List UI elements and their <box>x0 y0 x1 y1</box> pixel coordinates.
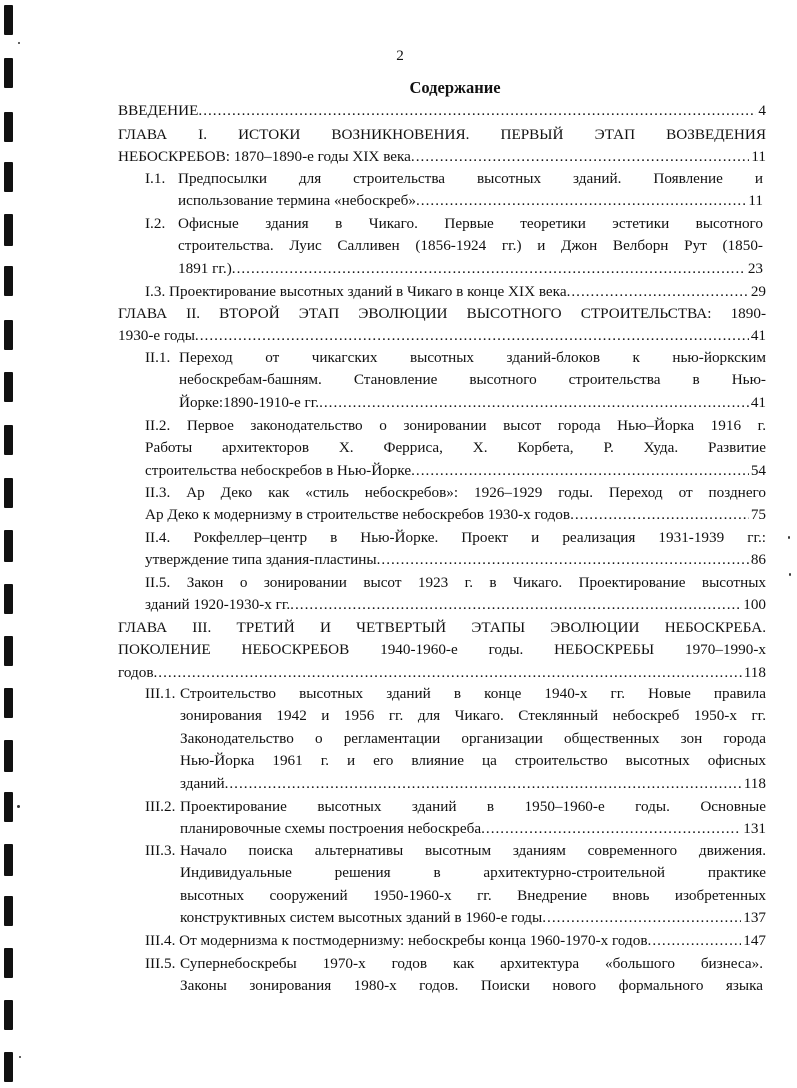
toc-entry[interactable] <box>145 930 766 952</box>
dot-leader <box>377 549 749 571</box>
toc-entry-line: небоскребам-башням. Становление высотного строительства в Нью- <box>179 371 766 389</box>
dot-leader <box>232 258 746 280</box>
toc-entry-last-line <box>145 549 766 571</box>
dot-leader <box>411 460 749 482</box>
toc-page-number: 4 <box>758 102 766 119</box>
binding-mark <box>4 1000 13 1030</box>
toc-entry-last-line <box>145 930 766 952</box>
toc-entry-number: II.1. <box>145 349 171 366</box>
toc-entry-line: 1891 гг.) <box>178 259 232 277</box>
scan-speck <box>789 573 791 576</box>
toc-entry-number: I.2. <box>145 215 166 232</box>
binding-mark <box>4 320 13 350</box>
toc-entry-line: ГЛАВА I. ИСТОКИ ВОЗНИКНОВЕНИЯ. ПЕРВЫЙ ЭТАП ВОЗВЕДЕНИЯ <box>118 126 766 143</box>
toc-entry-last-line <box>178 190 763 212</box>
dot-leader <box>648 930 742 952</box>
binding-mark <box>4 162 13 192</box>
toc-entry-number: III.1. <box>145 685 176 702</box>
binding-mark <box>4 214 13 246</box>
toc-page-number: 29 <box>750 283 766 300</box>
binding-mark <box>4 372 13 402</box>
toc-entry-last-line <box>145 460 766 482</box>
toc-entry-line: конструктивных систем высотных зданий в 1960-е годы <box>180 909 543 927</box>
dot-leader <box>411 146 749 168</box>
binding-mark <box>4 112 13 142</box>
binding-mark <box>4 792 13 822</box>
toc-entry-line: II.2. Первое законодательство о зонировании высот города Нью–Йорка 1916 г. <box>145 417 766 434</box>
binding-mark <box>4 58 13 88</box>
toc-entry-line: планировочные схемы построения небоскреба <box>180 820 482 838</box>
binding-mark <box>4 844 13 876</box>
toc-entry[interactable] <box>145 796 766 841</box>
dot-leader <box>198 100 756 122</box>
toc-entry-last-line <box>145 281 766 303</box>
binding-mark <box>4 530 13 562</box>
toc-entry[interactable] <box>145 953 763 998</box>
toc-entry[interactable] <box>145 168 763 213</box>
dot-leader <box>481 818 741 840</box>
toc-entry[interactable] <box>145 527 766 572</box>
binding-mark <box>4 584 13 614</box>
scan-speck <box>19 1056 21 1058</box>
toc-entry-last-line <box>145 504 766 526</box>
toc-page-number: 118 <box>743 774 766 792</box>
toc-page-number: 100 <box>743 596 766 614</box>
binding-mark <box>4 896 13 926</box>
toc-entry-line: Индивидуальные решения в архитектурно-строительной практике <box>180 864 766 882</box>
dot-leader <box>319 392 749 414</box>
toc-entry-line: II.3. Ар Деко как «стиль небоскребов»: 1926–1929 годы. Переход от позднего <box>145 484 766 501</box>
binding-mark <box>4 5 13 35</box>
toc-entry-line: II.4. Рокфеллер–центр в Нью-Йорке. Проект и реализация 1931-1939 гг.: <box>145 529 766 546</box>
toc-entry[interactable] <box>145 482 766 527</box>
toc-entry-line: Нью-Йорка 1961 г. и его влияние ца строительство высотных офисных <box>180 752 766 770</box>
toc-entry[interactable] <box>145 347 766 414</box>
scan-speck <box>17 805 20 808</box>
toc-entry-line: Работы архитекторов Х. Ферриса, Х. Корбета, Р. Худа. Развитие <box>145 439 766 457</box>
binding-mark <box>4 478 13 508</box>
toc-page-number: 137 <box>743 909 766 927</box>
toc-entry-line: ПОКОЛЕНИЕ НЕБОСКРЕБОВ 1940-1960-е годы. НЕБОСКРЕБЫ 1970–1990-х <box>118 641 766 659</box>
toc-entry-line: III.4. От модернизма к постмодернизму: небоскребы конца 1960-1970-х годов <box>145 932 648 949</box>
dot-leader <box>570 504 749 526</box>
toc-entry-number: III.2. <box>145 798 176 815</box>
toc-entry-line: зданий 1920-1930-х гг. <box>145 596 291 614</box>
toc-title: Содержание <box>409 78 501 97</box>
toc-page-number: 41 <box>750 393 766 411</box>
toc-page-number: 11 <box>751 148 766 166</box>
toc-page-number: 131 <box>743 820 766 838</box>
toc-entry-line: Строительство высотных зданий в конце 1940-х гг. Новые правила <box>180 685 766 702</box>
dot-leader <box>225 773 742 795</box>
toc-page-number: 75 <box>750 506 766 524</box>
toc-entry[interactable] <box>145 281 766 303</box>
toc-page-number: 147 <box>743 932 766 949</box>
toc-entry-line: строительства. Луис Салливен (1856-1924 гг.) и Джон Велборн Рут (1850- <box>178 237 763 255</box>
toc-page-number: 54 <box>750 461 766 479</box>
toc-entry-line: Офисные здания в Чикаго. Первые теоретики эстетики высотного <box>178 215 763 232</box>
toc-entry-last-line <box>145 594 766 616</box>
toc-entry[interactable] <box>118 124 766 169</box>
toc-entry-line: ВВЕДЕНИЕ <box>118 102 199 119</box>
toc-page-number: 86 <box>750 551 766 569</box>
toc-entry-last-line <box>180 975 763 997</box>
scan-speck <box>788 536 790 539</box>
toc-entry-line: I.3. Проектирование высотных зданий в Чикаго в конце XIX века <box>145 283 567 300</box>
toc-entry[interactable] <box>118 100 766 122</box>
toc-entry-line: Переход от чикагских высотных зданий-блоков к нью-йоркским <box>179 349 766 366</box>
toc-entry-number: III.5. <box>145 955 176 972</box>
dot-leader <box>542 907 741 929</box>
dot-leader <box>154 662 742 684</box>
toc-entry[interactable] <box>118 617 766 684</box>
toc-entry-line: Начало поиска альтернативы высотным зданиям современного движения. <box>180 842 766 859</box>
dot-leader <box>567 281 749 303</box>
toc-entry-line: годов <box>118 663 154 681</box>
toc-entry-number: I.1. <box>145 170 166 187</box>
toc-entry-last-line <box>178 258 763 280</box>
toc-entry-line: зонирования 1942 и 1956 гг. для Чикаго. Стеклянный небоскреб 1950-х гг. <box>180 707 766 725</box>
toc-entry-line: 1930-е годы <box>118 327 195 345</box>
toc-entry-line: использование термина «небоскреб» <box>178 192 416 210</box>
binding-mark <box>4 425 13 455</box>
binding-mark <box>4 1052 13 1082</box>
toc-entry[interactable] <box>145 840 766 930</box>
toc-entry-line: утверждение типа здания-пластины <box>145 551 377 569</box>
page-number: 2 <box>396 47 404 64</box>
toc-entry-line: НЕБОСКРЕБОВ: 1870–1890-е годы XIX века <box>118 148 411 166</box>
toc-entry-last-line <box>118 325 766 347</box>
toc-entry-line: Предпосылки для строительства высотных зданий. Появление и <box>178 170 763 187</box>
toc-entry[interactable] <box>145 415 766 482</box>
toc-entry-last-line <box>118 100 766 122</box>
toc-entry-line: II.5. Закон о зонировании высот 1923 г. в Чикаго. Проектирование высотных <box>145 574 766 591</box>
toc-entry-last-line <box>118 146 766 168</box>
toc-entry-line: Законы зонирования 1980-х годов. Поиски нового формального языка <box>180 977 763 995</box>
binding-mark <box>4 740 13 772</box>
toc-entry-last-line <box>180 907 766 929</box>
toc-entry[interactable] <box>118 303 766 348</box>
toc-entry-line: Законодательство о регламентации организации общественных зон города <box>180 729 766 747</box>
toc-entry[interactable] <box>145 683 766 795</box>
toc-entry-last-line <box>118 662 766 684</box>
binding-edge <box>0 0 26 1088</box>
toc-entry-line: высотных сооружений 1950-1960-х гг. Внедрение вновь изобретенных <box>180 886 766 904</box>
toc-entry-line: ГЛАВА II. ВТОРОЙ ЭТАП ЭВОЛЮЦИИ ВЫСОТНОГО СТРОИТЕЛЬСТВА: 1890- <box>118 305 766 322</box>
toc-entry-line: Йорке:1890-1910-е гг. <box>179 393 320 411</box>
toc-entry-line: строительства небоскребов в Нью-Йорке <box>145 461 412 479</box>
toc-entry-line: зданий <box>180 774 225 792</box>
toc-page-number: 11 <box>748 192 763 210</box>
toc-entry-last-line <box>180 818 766 840</box>
toc-entry-line: Супернебоскребы 1970-х годов как архитектура «большого бизнеса». <box>180 955 763 972</box>
toc-entry-number: III.3. <box>145 842 176 859</box>
toc-entry[interactable] <box>145 213 763 280</box>
scan-speck <box>18 42 20 44</box>
toc-entry-line: Ар Деко к модернизму в строительстве небоскребов 1930-х годов <box>145 506 571 524</box>
binding-mark <box>4 948 13 978</box>
toc-page-number: 118 <box>743 663 766 681</box>
toc-entry-last-line <box>180 773 766 795</box>
toc-entry-last-line <box>179 392 766 414</box>
dot-leader <box>416 190 746 212</box>
toc-entry-line: ГЛАВА III. ТРЕТИЙ И ЧЕТВЕРТЫЙ ЭТАПЫ ЭВОЛЮЦИИ НЕБОСКРЕБА. <box>118 619 766 636</box>
binding-mark <box>4 266 13 296</box>
binding-mark <box>4 636 13 666</box>
dot-leader <box>195 325 749 347</box>
toc-entry-line: Проектирование высотных зданий в 1950–1960-е годы. Основные <box>180 798 766 815</box>
toc-page-number: 41 <box>750 327 766 345</box>
binding-mark <box>4 688 13 718</box>
dot-leader <box>290 594 741 616</box>
toc-entry[interactable] <box>145 572 766 617</box>
toc-page-number: 23 <box>747 259 763 277</box>
